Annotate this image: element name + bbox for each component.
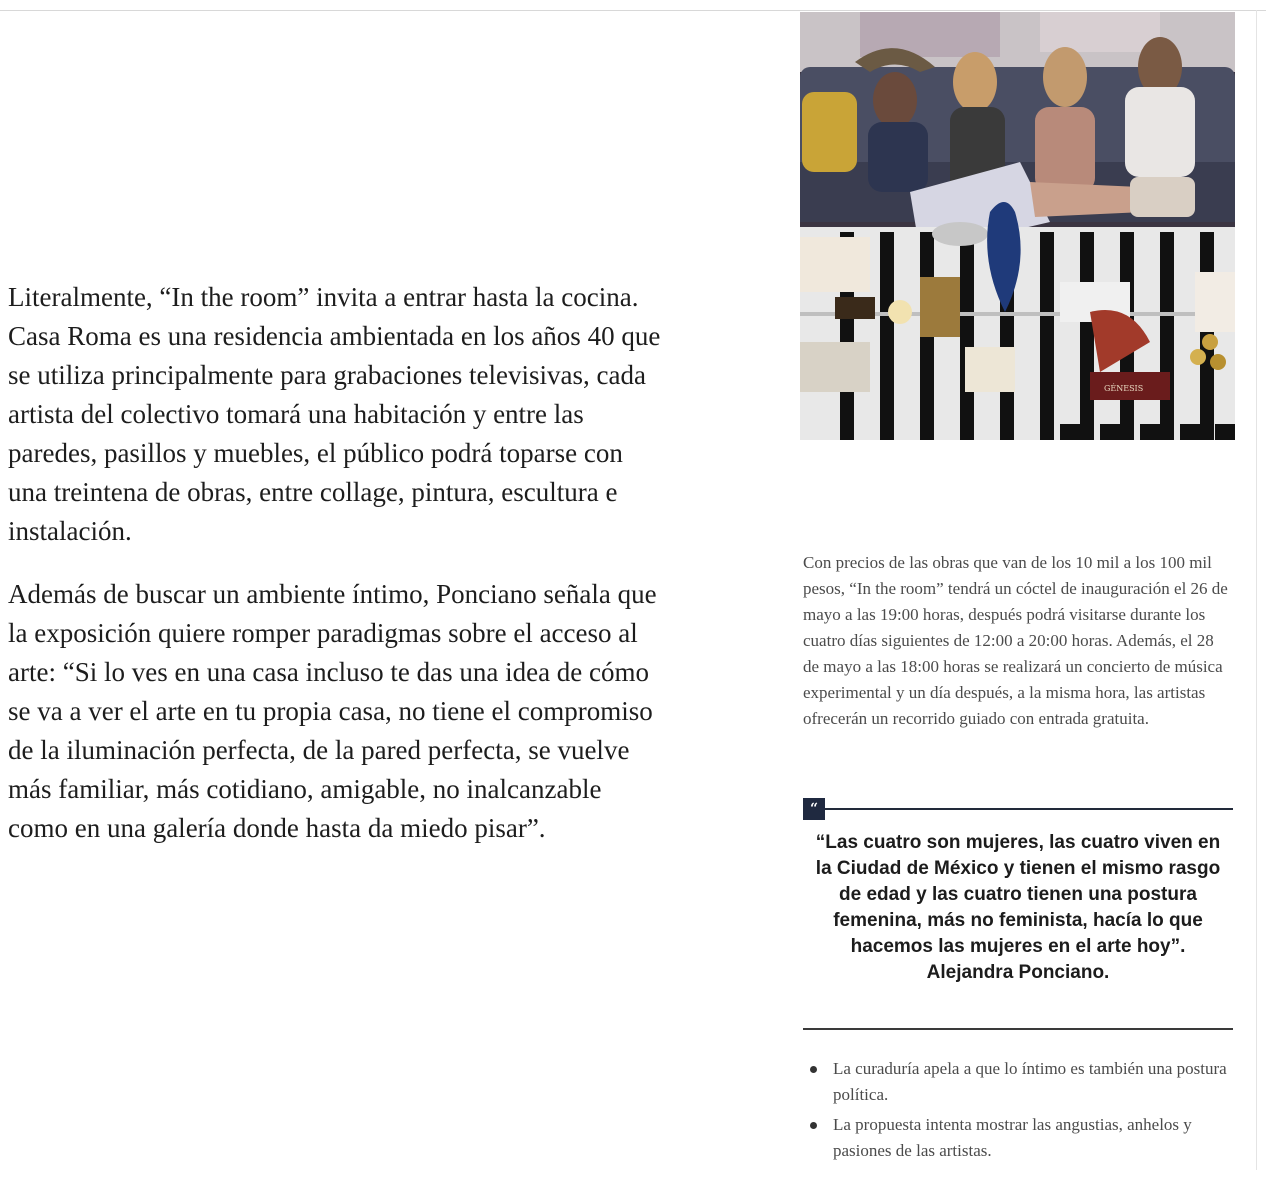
article-paragraph-1: Literalmente, “In the room” invita a entrar hasta la cocina. Casa Roma es una residencia ambientada en los años 40 que se utiliza principalmente para grabaciones televisivas, cada artista del colectivo tomará una habitación y entre las paredes, pasillos y muebles, el público podrá toparse con una treintena de obras, entre collage, pintura, escultura e instalación.: [8, 282, 661, 546]
bullet-icon: [810, 1066, 817, 1073]
quote-mark-icon: “: [803, 798, 825, 820]
pull-quote: [803, 796, 1233, 1032]
article-paragraph-2: Además de buscar un ambiente íntimo, Ponciano señala que la exposición quiere romper paradigmas sobre el acceso al arte: “Si lo ves en una casa incluso te das una idea de cómo se va a ver el arte en tu propia casa, no tiene el compromiso de la iluminación perfecta, de la pared perfecta, se vuelve más familiar, más cotidiano, amigable, no inalcanzable como en una galería donde hasta da miedo pisar”.: [8, 579, 657, 843]
photo-illustration: [800, 12, 1235, 440]
list-item: [803, 1056, 1233, 1108]
sidebar-body-text: Con precios de las obras que van de los 10 mil a los 100 mil pesos, “In the room” tendrá un cóctel de inauguración el 26 de mayo a las 19:00 horas, después podrá visitarse durante los cuatro días siguientes de 12:00 a 20:00 horas. Además, el 28 de mayo a las 18:00 horas se realizará un concierto de música experimental y un día después, a la misma hora, las artistas ofrecerán un recorrido guiado con entrada gratuita.: [803, 553, 1228, 728]
top-divider: [0, 10, 1266, 11]
highlights-list: [803, 1056, 1233, 1168]
book-spine-label: GÉNESIS: [1104, 384, 1144, 393]
list-item: [803, 1112, 1233, 1164]
article-body: [8, 278, 668, 872]
bullet-icon: [810, 1122, 817, 1129]
right-edge-divider: [1256, 10, 1257, 1170]
list-item-text: La curaduría apela a que lo íntimo es también una postura política.: [833, 1059, 1227, 1104]
list-item-text: La propuesta intenta mostrar las angustias, anhelos y pasiones de las artistas.: [833, 1115, 1192, 1160]
quote-bottom-rule: [803, 1028, 1233, 1030]
article-photo: [800, 12, 1235, 440]
quote-top-rule: [825, 808, 1233, 810]
pull-quote-text: “Las cuatro son mujeres, las cuatro viven en la Ciudad de México y tienen el mismo rasgo de edad y las cuatro tienen una postura femenina, más no feminista, hacía lo que hacemos las mujeres en el arte hoy”. Alejandra Ponciano.: [815, 832, 1221, 983]
